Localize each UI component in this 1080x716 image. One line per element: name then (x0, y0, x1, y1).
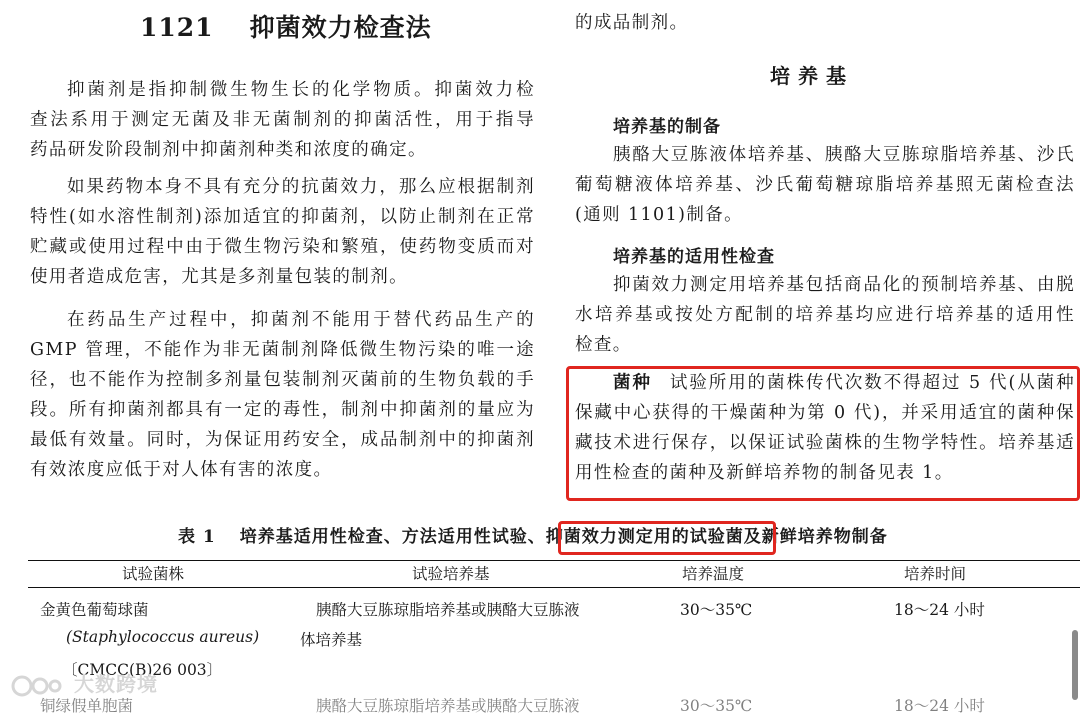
table-header-rule (28, 587, 1080, 588)
cell-medium: 胰酪大豆胨琼脂培养基或胰酪大豆胨液 (316, 697, 580, 715)
continued-text: 的成品制剂。 (575, 13, 689, 33)
para-strain (575, 368, 1075, 488)
text-line: 有效浓度应低于对人体有害的浓度。 (30, 460, 333, 480)
text-line: 药品研发阶段制剂中抑菌剂种类和浓度的确定。 (30, 140, 427, 160)
table-header-medium: 试验培养基 (412, 565, 490, 583)
text-line: GMP 管理，不能作为非无菌制剂降低微生物污染的唯一途 (30, 340, 535, 360)
table-top-rule (28, 560, 1080, 561)
table-caption (178, 522, 888, 547)
text-line: 查法系用于测定无菌及非无菌制剂的抑菌活性，用于指导 (30, 110, 535, 130)
text-line: 葡萄糖液体培养基、沙氏葡萄糖琼脂培养基照无菌检查法 (575, 175, 1075, 195)
cell-temp: 30～35℃ (680, 697, 753, 715)
cell-strain-code: 〔CMCC(B)26 003〕 (62, 661, 223, 679)
text-line: 保藏中心获得的干燥菌种为第 0 代)，并采用适宜的菌种保 (575, 403, 1075, 423)
table-header-temp: 培养温度 (682, 565, 745, 583)
strain-text: 试验所用的菌株传代次数不得超过 5 代(从菌种 (669, 373, 1075, 393)
section-number: 1121 (140, 13, 214, 42)
text-line: 特性(如水溶性制剂)添加适宜的抑菌剂，以防止制剂在正常 (30, 207, 535, 227)
text-line: 用性检查的菌种及新鲜培养物的制备见表 1。 (575, 463, 954, 483)
page-title (140, 8, 432, 44)
text-line: 如果药物本身不具有充分的抗菌效力，那么应根据制剂 (67, 177, 535, 197)
para-gmp (30, 305, 535, 485)
text-line: 段。所有抑菌剂都具有一定的毒性，制剂中抑菌剂的量应为 (30, 400, 535, 420)
text-line (575, 368, 1075, 398)
table-label: 表 1 (178, 527, 216, 547)
cell-temp: 30～35℃ (680, 601, 753, 619)
text-line: 径，也不能作为控制多剂量包装制剂灭菌前的生物负载的手 (30, 370, 535, 390)
watermark (10, 668, 158, 698)
para-prep (575, 140, 1075, 230)
watermark-text: 大数跨境 (74, 672, 158, 696)
para-suitability (575, 270, 1075, 360)
text-line: 抑菌效力测定用培养基包括商品化的预制培养基、由脱 (613, 275, 1075, 295)
text-line: 检查。 (575, 335, 632, 355)
scrollbar-thumb[interactable] (1072, 630, 1078, 700)
caption-text: 及新鲜培养物制备 (743, 527, 888, 547)
caption-highlight: 抑菌效力测定用的试验菌 (545, 527, 744, 547)
caption-text: 培养基适用性检查、方法适用性试验、 (239, 527, 546, 547)
cell-time: 18～24 小时 (894, 601, 985, 619)
strain-heading: 菌种 (613, 373, 652, 393)
text-line: 最低有效量。同时，为保证用药安全，成品制剂中的抑菌剂 (30, 430, 535, 450)
watermark-logo-icon (10, 674, 68, 698)
text-line: 水培养基或按处方配制的培养基均应进行培养基的适用性 (575, 305, 1075, 325)
table-header-strain: 试验菌株 (122, 565, 185, 583)
text-line: 贮藏或使用过程中由于微生物污染和繁殖，使药物变质而对 (30, 237, 535, 257)
text-line: 胰酪大豆胨液体培养基、胰酪大豆胨琼脂培养基、沙氏 (613, 145, 1075, 165)
cell-strain-latin: (Staphylococcus aureus) (66, 628, 260, 646)
highlight-box-caption (558, 521, 776, 555)
cell-medium: 胰酪大豆胨琼脂培养基或胰酪大豆胨液 (316, 601, 580, 619)
text-line: 藏技术进行保存，以保证试验菌株的生物学特性。培养基适 (575, 433, 1075, 453)
cell-time: 18～24 小时 (894, 697, 985, 715)
cell-strain: 铜绿假单胞菌 (40, 697, 134, 715)
table-header-time: 培养时间 (904, 565, 967, 583)
para-additive (30, 172, 535, 292)
text-line: 使用者造成危害，尤其是多剂量包装的制剂。 (30, 267, 408, 287)
subheading-prep: 培养基的制备 (613, 117, 721, 137)
para-intro (30, 75, 535, 165)
cell-medium-cont: 体培养基 (300, 631, 363, 649)
text-line: 抑菌剂是指抑制微生物生长的化学物质。抑菌效力检 (67, 80, 535, 100)
text-line: 在药品生产过程中，抑菌剂不能用于替代药品生产的 (67, 310, 535, 330)
cell-strain: 金黄色葡萄球菌 (40, 601, 149, 619)
section-heading-media: 培养基 (770, 64, 854, 88)
subheading-suitability: 培养基的适用性检查 (613, 247, 775, 267)
section-title: 抑菌效力检查法 (249, 13, 432, 42)
text-line: (通则 1101)制备。 (575, 205, 744, 225)
